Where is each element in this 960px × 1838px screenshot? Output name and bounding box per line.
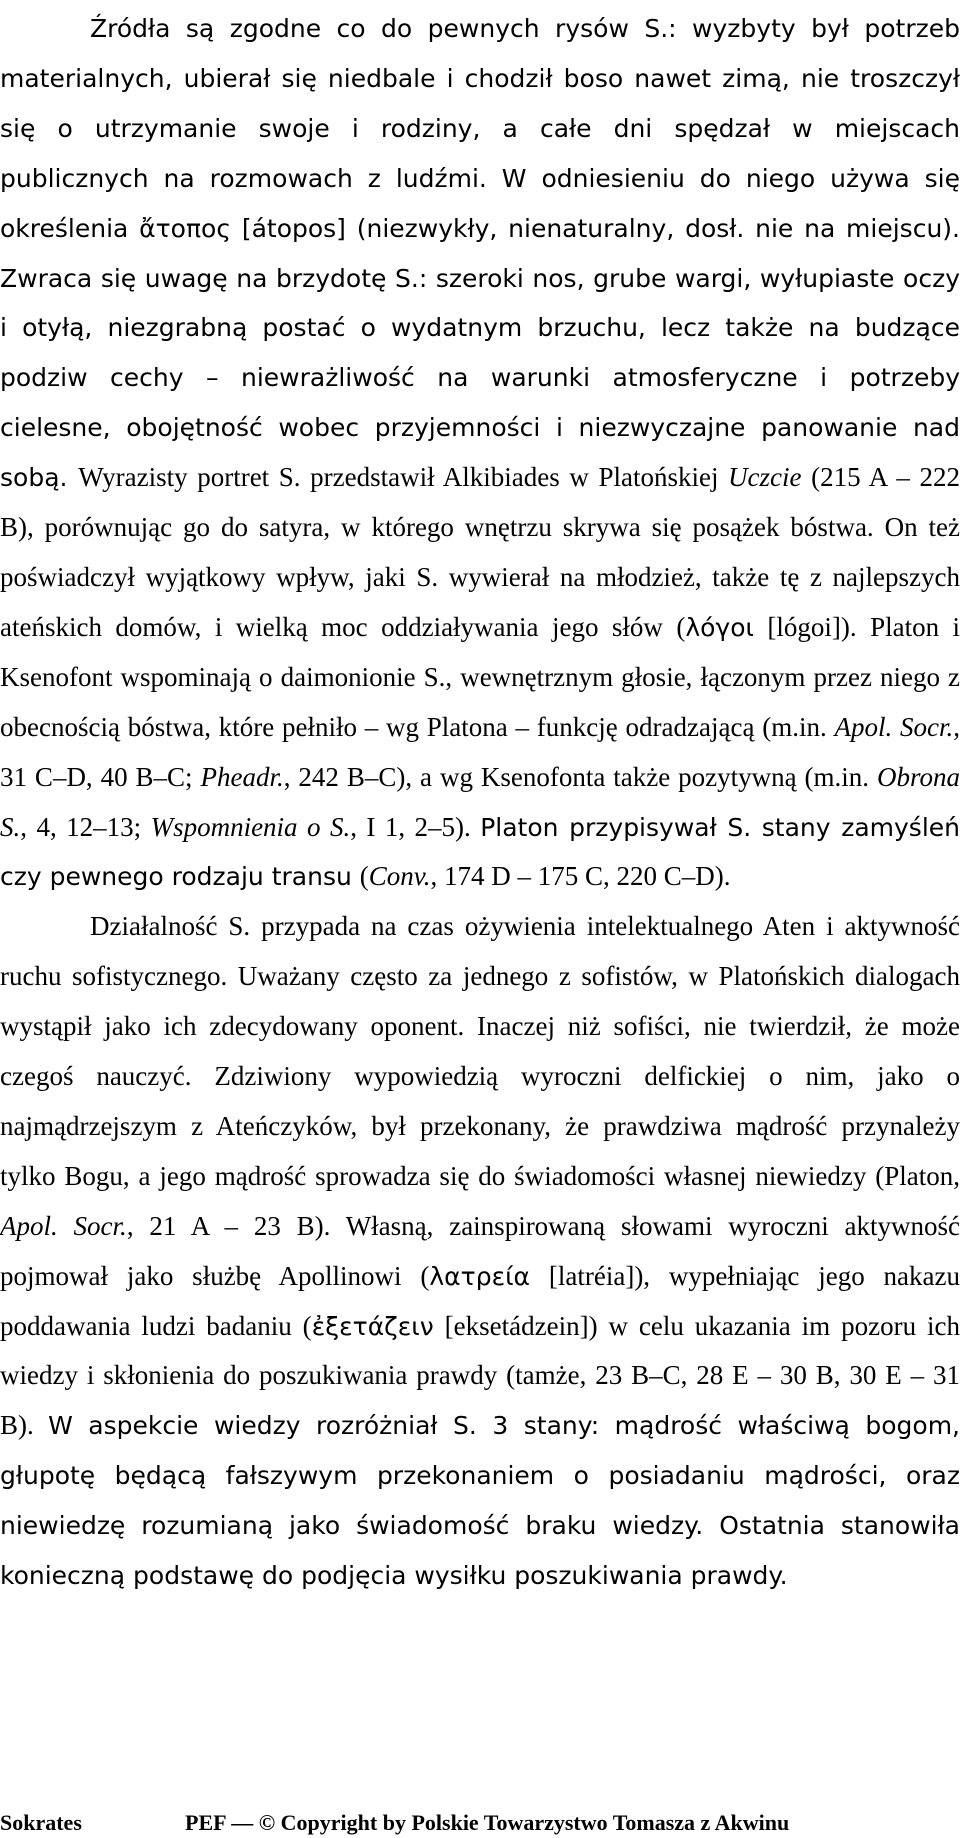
page-footer	[0, 1810, 960, 1836]
article-body	[0, 4, 960, 1601]
italic-citation: Conv.	[368, 861, 431, 892]
text-run: ἐξετάζειν	[311, 1311, 434, 1341]
text-run: Źródła są zgodne co do pewnych rysów S.: wyzbyty był potrzeb materialnych, ubierał się niedbale i chodził boso nawet zimą, nie troszczył się o utrzymanie swoje i rodziny, a całe dni spędzał w miejscach publicznych na rozmowach z ludźmi. W odniesieniu do niego używa się określenia	[0, 14, 960, 243]
text-run: [eksetádzein]) w celu ukazania im pozoru ich wiedzy i skłonienia do poszukiwania prawdy (tamże, 23 B–C, 28 E – 30 B, 30 E – 31 B).	[0, 1310, 960, 1441]
text-run: , 21 A – 23 B). Własną, zainspirowaną słowami wyroczni aktywność pojmował jako służbę Apollinowi (	[0, 1210, 960, 1291]
paragraph	[0, 4, 960, 902]
text-run: [latréia]), wypełniając jego nakazu poddawania ludzi badaniu (	[0, 1260, 960, 1341]
footer-copyright: PEF — © Copyright by Polskie Towarzystwo Tomasza z Akwinu	[185, 1810, 790, 1835]
text-run: , 31 C–D, 40 B–C;	[0, 711, 960, 792]
text-run: , I 1, 2–5).	[350, 811, 481, 842]
text-run: [átopos] (niezwykły, nienaturalny, dosł. nie na miejscu). Zwraca się uwagę na brzydotę S.: szeroki nos, grube wargi, wyłupiaste oczy i otyłą, niezgrabną postać o wydatnym brzuchu, lecz także na budzące podziw cechy – niewrażliwość na warunki atmosferyczne i potrzeby cielesne, obojętność wobec przyjemności i niezwyczajne panowanie nad sobą.	[0, 213, 960, 493]
text-run: , 242 B–C), a wg Ksenofonta także pozytywną (m.in.	[283, 761, 877, 792]
text-run: λόγοι	[685, 612, 754, 642]
text-run: Działalność S. przypada na czas ożywienia intelektualnego Aten i aktywność ruchu sofistycznego. Uważany często za jednego z sofistów, w Platońskich dialogach wystąpił jako ich zdecydowany oponent. Inaczej niż sofiści, nie twierdził, że może czegoś nauczyć. Zdziwiony wypowiedzią wyroczni delfickiej o nim, jako o najmądrzejszym z Ateńczyków, był przekonany, że prawdziwa mądrość przynależy tylko Bogu, a jego mądrość sprowadza się do świadomości własnej niewiedzy (Platon,	[0, 911, 960, 1191]
text-run: Platon przypisywał S. stany zamyśleń czy pewnego rodzaju transu	[0, 812, 960, 892]
text-run: [lógoi]). Platon i Ksenofont wspominają o daimonionie S., wewnętrznym głosie, łączonym przez niego z obecnością bóstwa, które pełniło – wg Platona – funkcję odradzającą (m.in.	[0, 611, 960, 742]
italic-citation: Wspomnienia o S.	[150, 811, 351, 842]
text-run: , 174 D – 175 C, 220 C–D).	[430, 861, 731, 892]
paragraph	[0, 902, 960, 1601]
italic-citation: Uczcie	[728, 462, 802, 493]
text-run: (	[359, 861, 369, 892]
footer-title: Sokrates	[0, 1810, 82, 1835]
italic-citation: Obrona S.	[0, 761, 960, 842]
text-run: Wyrazisty portret S. przedstawił Alkibiades w Platońskiej	[78, 462, 729, 493]
text-run: , 4, 12–13;	[20, 811, 151, 842]
text-run: (215 A – 222 B), porównując go do satyra, w którego wnętrzu skrywa się posążek bóstwa. On też poświadczył wyjątkowy wpływ, jaki S. wywierał na młodzież, także tę z najlepszych ateńskich domów, i wielką moc oddziaływania jego słów (	[0, 462, 960, 642]
italic-citation: Apol. Socr.	[0, 1210, 127, 1241]
text-run: ἄτοπος	[139, 213, 232, 243]
text-run: λατρεία	[429, 1261, 531, 1291]
text-run: W aspekcie wiedzy rozróżniał S. 3 stany: mądrość właściwą bogom, głupotę będącą fałszywym przekonaniem o posiadaniu mądrości, oraz niewiedzę rozumianą jako świadomość braku wiedzy. Ostatnia stanowiła konieczną podstawę do podjęcia wysiłku poszukiwania prawdy.	[0, 1411, 960, 1591]
italic-citation: Apol. Socr.	[834, 711, 954, 742]
italic-citation: Pheadr.	[200, 761, 284, 792]
